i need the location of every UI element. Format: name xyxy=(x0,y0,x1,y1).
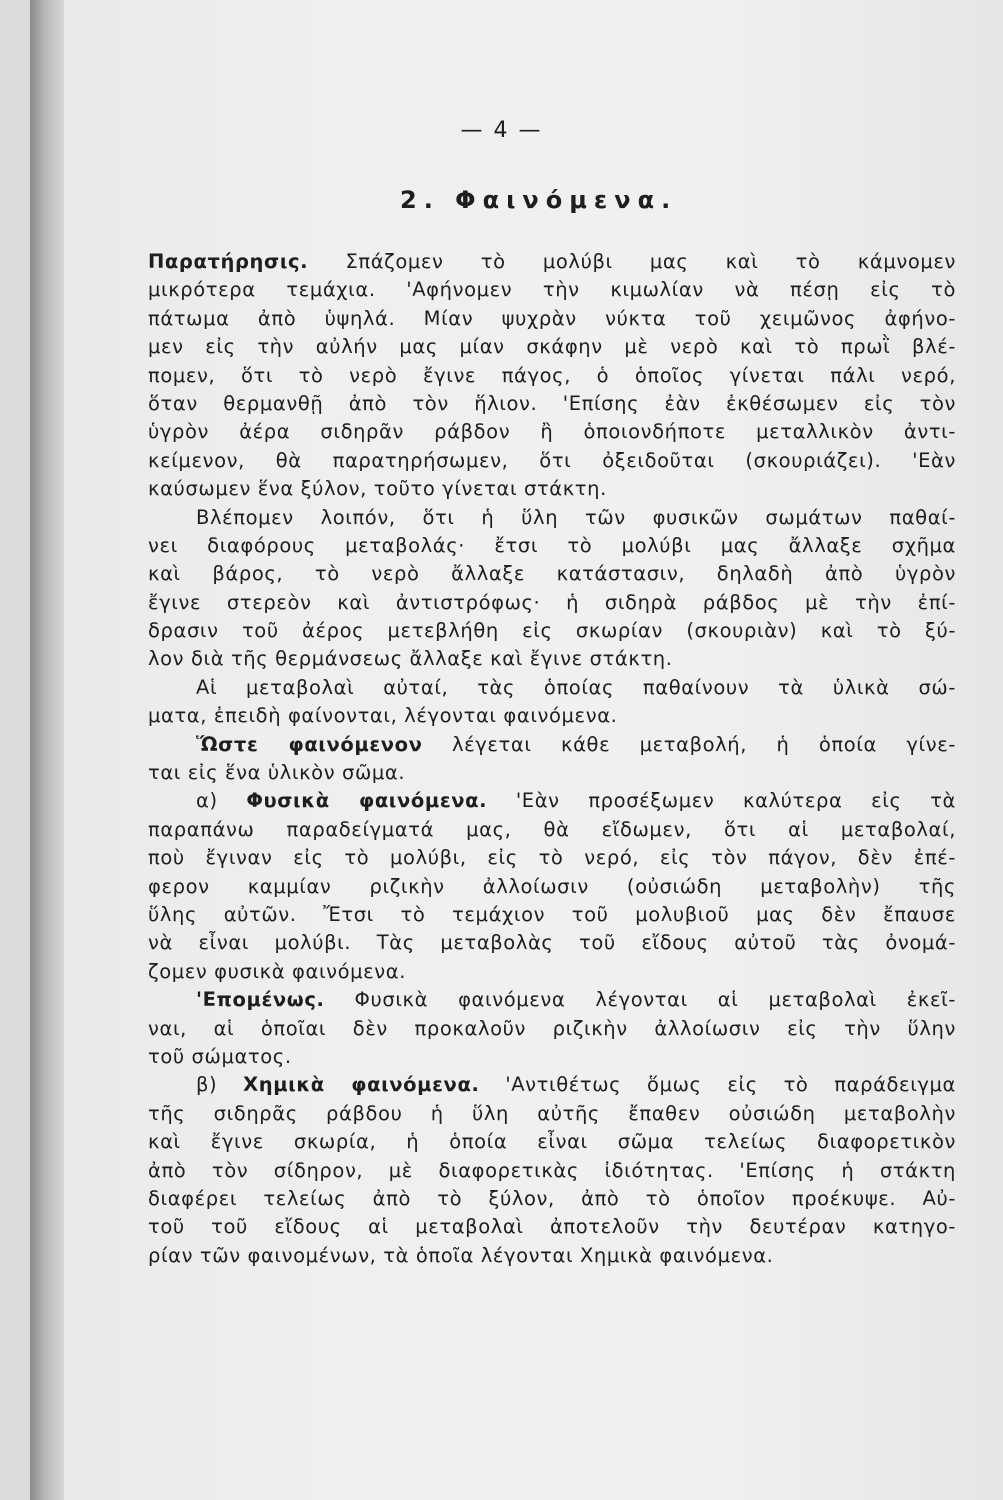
line-text: δρασιν τοῦ ἀέρος μετεβλήθη εἰς σκωρίαν (σκουριὰν) καὶ τὸ ξύ- xyxy=(148,619,956,643)
text-line xyxy=(148,1071,956,1099)
line-text: παραπάνω παραδείγματά μας, θὰ εἴδωμεν, ὅτι αἱ μεταβολαί, xyxy=(148,817,956,841)
line-text: Σπάζομεν τὸ μολύβι μας καὶ τὸ κάμνομεν xyxy=(308,250,956,273)
paragraph xyxy=(148,986,956,1071)
text-line xyxy=(148,731,956,759)
text-line xyxy=(148,844,956,872)
text-line xyxy=(148,589,956,617)
text-line xyxy=(148,1015,956,1043)
line-text: πομεν, ὅτι τὸ νερὸ ἔγινε πάγος, ὁ ὁποῖος γίνεται πάλι νερό, xyxy=(148,363,956,387)
line-text: νει διαφόρους μεταβολάς· ἔτσι τὸ μολύβι μας ἄλλαξε σχῆμα xyxy=(148,533,956,557)
line-text: τῆς σιδηρᾶς ράβδου ἡ ὕλη αὐτῆς ἔπαθεν οὐσιώδη μεταβολὴν xyxy=(148,1101,956,1125)
text-line xyxy=(148,617,956,645)
line-text: καὶ βάρος, τὸ νερὸ ἄλλαξε κατάστασιν, δηλαδὴ ἀπὸ ὑγρὸν xyxy=(148,562,956,586)
bold-lead: Παρατήρησις. xyxy=(148,250,309,273)
text-line xyxy=(148,475,956,503)
line-text: κείμενον, θὰ παρατηρήσωμεν, ὅτι ὀξειδοῦται (σκουριάζει). 'Εὰν xyxy=(148,448,956,472)
text-line xyxy=(148,1213,956,1241)
line-text: λέγεται κάθε μεταβολή, ἡ ὁποία γίνε- xyxy=(422,732,956,756)
text-line xyxy=(148,504,956,532)
line-text: ται εἰς ἕνα ὑλικὸν σῶμα. xyxy=(148,761,406,785)
chapter-title: 2. Φαινόμενα. xyxy=(400,186,678,214)
line-text: ὕλης αὐτῶν. Ἔτσι τὸ τεμάχιον τοῦ μολυβιοῦ μας δὲν ἔπαυσε xyxy=(148,902,956,926)
item-marker: β) xyxy=(196,1073,244,1097)
bold-lead: Ὥστε φαινόμενον xyxy=(196,732,423,756)
page-number: — 4 — xyxy=(460,118,543,143)
text-line xyxy=(148,901,956,929)
paragraph xyxy=(148,504,956,674)
line-text: μικρότερα τεμάχια. 'Αφήνομεν τὴν κιμωλίαν νὰ πέσῃ εἰς τὸ xyxy=(148,278,956,302)
text-line xyxy=(148,1242,956,1270)
line-text: τοῦ τοῦ εἴδους αἱ μεταβολαὶ ἀποτελοῦν τὴν δευτέραν κατηγο- xyxy=(148,1215,956,1239)
text-line xyxy=(148,759,956,787)
text-line xyxy=(148,560,956,588)
line-text: νὰ εἶναι μολύβι. Τὰς μεταβολὰς τοῦ εἴδους αὐτοῦ τὰς ὀνομά- xyxy=(148,931,956,955)
item-marker: α) xyxy=(196,789,247,813)
text-line xyxy=(148,958,956,986)
text-line xyxy=(148,1185,956,1213)
line-text: Φυσικὰ φαινόμενα λέγονται αἱ μεταβολαὶ ἐκεῖ- xyxy=(324,988,956,1012)
text-line xyxy=(148,390,956,418)
text-line xyxy=(148,986,956,1014)
text-line xyxy=(148,873,956,901)
text-line xyxy=(148,305,956,333)
text-line xyxy=(148,333,956,361)
line-text: φερον καμμίαν ριζικὴν ἀλλοίωσιν (οὐσιώδη μεταβολὴν) τῆς xyxy=(148,874,956,898)
line-text: Αἱ μεταβολαὶ αὐταί, τὰς ὁποίας παθαίνουν τὰ ὑλικὰ σώ- xyxy=(196,675,956,699)
body-text xyxy=(148,248,956,1270)
binding-shadow xyxy=(30,0,64,1500)
text-line xyxy=(148,1100,956,1128)
line-text: διαφέρει τελείως ἀπὸ τὸ ξύλον, ἀπὸ τὸ ὁποῖον προέκυψε. Αὐ- xyxy=(148,1186,956,1210)
text-line xyxy=(148,1043,956,1071)
paragraph xyxy=(148,248,956,504)
paragraph xyxy=(148,674,956,731)
text-line xyxy=(148,1157,956,1185)
text-line xyxy=(148,276,956,304)
text-line xyxy=(148,645,956,673)
line-text: ζομεν φυσικὰ φαινόμενα. xyxy=(148,959,407,983)
line-text: ὑγρὸν ἀέρα σιδηρᾶν ράβδον ἢ ὁποιονδήποτε μεταλλικὸν ἀντι- xyxy=(148,420,956,444)
text-line xyxy=(148,787,956,815)
text-line xyxy=(148,1128,956,1156)
line-text: καὶ ἔγινε σκωρία, ἡ ὁποία εἶναι σῶμα τελείως διαφορετικὸν xyxy=(148,1130,956,1154)
line-text: πάτωμα ἀπὸ ὑψηλά. Μίαν ψυχρὰν νύκτα τοῦ χειμῶνος ἀφήνο- xyxy=(148,306,956,330)
text-line xyxy=(148,532,956,560)
line-text: ρίαν τῶν φαινομένων, τὰ ὁποῖα λέγονται Χημικὰ φαινόμενα. xyxy=(148,1243,774,1267)
text-line xyxy=(148,674,956,702)
line-text: μεν εἰς τὴν αὐλήν μας μίαν σκάφην μὲ νερὸ καὶ τὸ πρωῒ βλέ- xyxy=(148,335,956,359)
line-text: ματα, ἐπειδὴ φαίνονται, λέγονται φαινόμενα. xyxy=(148,704,618,728)
line-text: καύσωμεν ἕνα ξύλον, τοῦτο γίνεται στάκτη. xyxy=(148,477,607,501)
paragraph xyxy=(148,787,956,986)
text-line xyxy=(148,702,956,730)
line-text: Βλέπομεν λοιπόν, ὅτι ἡ ὕλη τῶν φυσικῶν σωμάτων παθαί- xyxy=(196,505,956,529)
text-line xyxy=(148,929,956,957)
paragraph xyxy=(148,1071,956,1270)
text-line xyxy=(148,447,956,475)
bold-lead: Χημικὰ φαινόμενα. xyxy=(243,1073,480,1097)
line-text: 'Εὰν προσέξωμεν καλύτερα εἰς τὰ xyxy=(487,789,956,813)
line-text: 'Αντιθέτως ὅμως εἰς τὸ παράδειγμα xyxy=(479,1073,956,1097)
line-text: λον διὰ τῆς θερμάνσεως ἄλλαξε καὶ ἔγινε στάκτη. xyxy=(148,647,673,671)
text-line xyxy=(148,248,956,276)
line-text: ποὺ ἔγιναν εἰς τὸ μολύβι, εἰς τὸ νερό, εἰς τὸν πάγον, δὲν ἐπέ- xyxy=(148,846,956,870)
paragraph xyxy=(148,731,956,788)
text-line xyxy=(148,816,956,844)
bold-lead: Φυσικὰ φαινόμενα. xyxy=(246,789,488,813)
text-line xyxy=(148,362,956,390)
line-text: ὅταν θερμανθῇ ἀπὸ τὸν ἥλιον. 'Επίσης ἐὰν ἐκθέσωμεν εἰς τὸν xyxy=(148,391,956,415)
line-text: ἔγινε στερεὸν καὶ ἀντιστρόφως· ἡ σιδηρὰ ράβδος μὲ τὴν ἐπί- xyxy=(148,590,956,614)
line-text: τοῦ σώματος. xyxy=(148,1044,292,1068)
line-text: ἀπὸ τὸν σίδηρον, μὲ διαφορετικὰς ἰδιότητας. 'Επίσης ἡ στάκτη xyxy=(148,1158,956,1182)
line-text: ναι, αἱ ὁποῖαι δὲν προκαλοῦν ριζικὴν ἀλλοίωσιν εἰς τὴν ὕλην xyxy=(148,1016,956,1040)
text-line xyxy=(148,418,956,446)
bold-lead: 'Επομένως. xyxy=(196,988,325,1012)
